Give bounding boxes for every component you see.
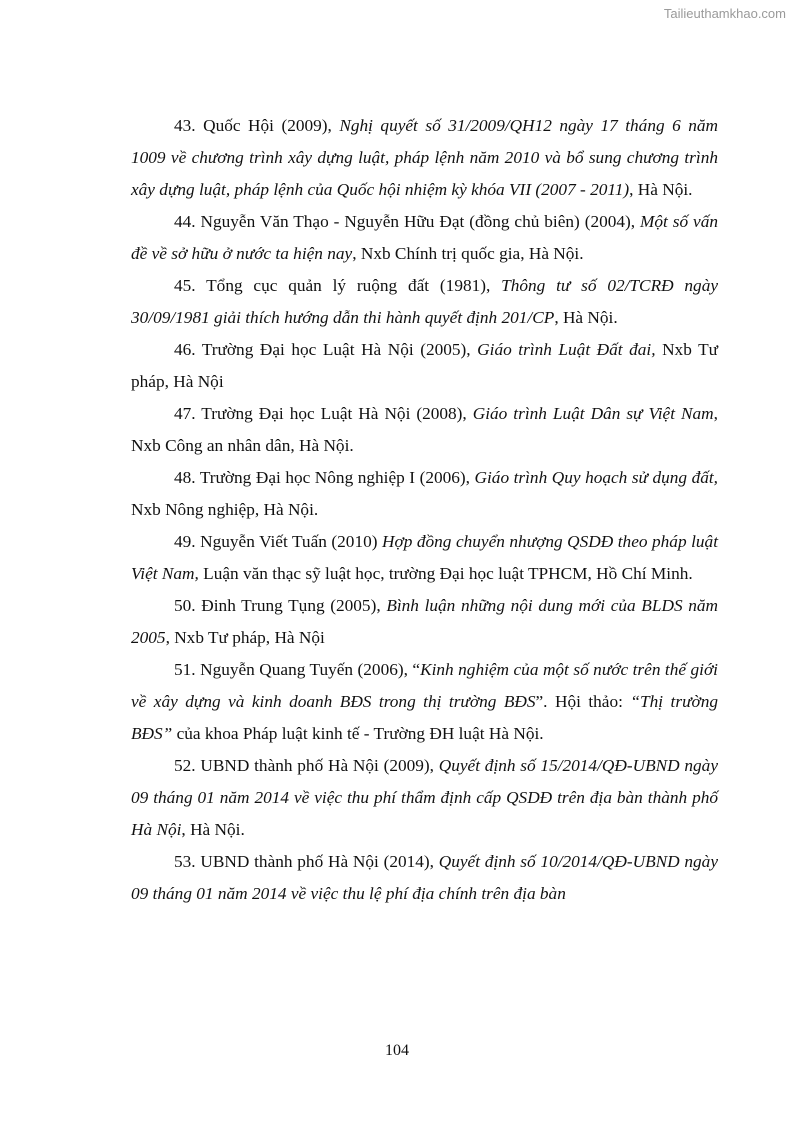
ref-number: 50. [174,596,196,615]
reference-item-47 [131,398,718,462]
ref-publisher: , Hà Nội. [554,308,618,327]
reference-item-43 [131,110,718,206]
ref-publisher: ”. Hội thảo: [535,692,631,711]
ref-publisher: Nxb Tư pháp, Hà Nội [131,340,718,391]
ref-title: Giáo trình Quy hoạch sử dụng đất, [474,468,719,487]
ref-authors: Tổng cục quản lý ruộng đất (1981), [206,276,502,295]
ref-number: 48. [174,468,196,487]
ref-number: 53. [174,852,196,871]
ref-title: Hợp đồng chuyển nhượng QSDĐ theo pháp luật Việt Nam, [131,532,718,583]
ref-publisher: , Nxb Công an nhân dân, Hà Nội. [131,404,718,455]
ref-number: 46. [174,340,196,359]
ref-title: Kinh nghiệm của một số nước trên thế giới về xây dựng và kinh doanh BĐS trong thị trường BĐS [131,660,718,711]
ref-event-organizer: của khoa Pháp luật kinh tế - Trường ĐH luật Hà Nội. [172,724,544,743]
ref-authors: Quốc Hội (2009), [203,116,340,135]
ref-publisher: , Nxb Tư pháp, Hà Nội [165,628,325,647]
ref-publisher: , Hà Nội. [629,180,693,199]
ref-authors: UBND thành phố Hà Nội (2009), [200,756,439,775]
ref-title: Bình luận những nội dung mới của BLDS năm 2005 [131,596,719,647]
reference-item-49 [131,526,718,590]
reference-item-52 [131,750,718,846]
ref-title: Một số vấn đề về sở hữu ở nước ta hiện nay [131,212,718,263]
ref-title: Giáo trình Luật Đất đai, [477,340,656,359]
ref-number: 45. [174,276,196,295]
ref-publisher: , Nxb Chính trị quốc gia, Hà Nội. [352,244,584,263]
ref-event-title: “Thị trường BĐS” [131,692,718,743]
page-number: 104 [385,1042,409,1059]
ref-number: 44. [174,212,196,231]
ref-title: Nghị quyết số 31/2009/QH12 ngày 17 tháng 6 năm 1009 về chương trình xây dựng luật, pháp lệnh năm 2010 và bổ sung chương trình xây dựng luật, pháp lệnh của Quốc hội nhiệm kỳ khóa VII (2007 - 2011) [131,116,718,199]
ref-publisher: , Hà Nội. [181,820,245,839]
ref-publisher: Luận văn thạc sỹ luật học, trường Đại học luật TPHCM, Hồ Chí Minh. [198,564,693,583]
ref-authors: UBND thành phố Hà Nội (2014), [200,852,439,871]
ref-authors: Trường Đại học Luật Hà Nội (2005), [201,340,478,359]
ref-title: Thông tư số 02/TCRĐ ngày 30/09/1981 giải thích hướng dẫn thi hành quyết định 201/CP [131,276,719,327]
ref-authors: Trường Đại học Nông nghiệp I (2006), [199,468,475,487]
ref-number: 43. [174,116,196,135]
ref-authors: Đinh Trung Tụng (2005), [201,596,387,615]
ref-number: 47. [174,404,196,423]
ref-publisher: Nxb Nông nghiệp, Hà Nội. [131,500,319,519]
ref-number: 52. [174,756,196,775]
reference-item-44 [131,206,718,270]
reference-item-48 [131,462,718,526]
ref-authors: Nguyễn Viết Tuấn (2010) [200,532,383,551]
reference-item-50 [131,590,718,654]
reference-list [131,110,718,910]
reference-item-45 [131,270,718,334]
ref-title: Quyết định số 10/2014/QĐ-UBND ngày 09 tháng 01 năm 2014 về việc thu lệ phí địa chính trên địa bàn [131,852,718,903]
ref-number: 49. [174,532,196,551]
ref-number: 51. [174,660,196,679]
ref-authors: Nguyễn Quang Tuyến (2006), “ [200,660,421,679]
watermark-text: Tailieuthamkhao.com [663,6,786,21]
ref-authors: Nguyễn Văn Thạo - Nguyễn Hữu Đạt (đồng chủ biên) (2004), [200,212,641,231]
ref-authors: Trường Đại học Luật Hà Nội (2008), [201,404,473,423]
reference-item-46 [131,334,718,398]
ref-title: Giáo trình Luật Dân sự Việt Nam [472,404,714,423]
ref-title: Quyết định số 15/2014/QĐ-UBND ngày 09 tháng 01 năm 2014 về việc thu phí thẩm định cấp QSDĐ trên địa bàn thành phố Hà Nội [131,756,718,839]
reference-item-53 [131,846,718,910]
reference-item-51 [131,654,718,750]
